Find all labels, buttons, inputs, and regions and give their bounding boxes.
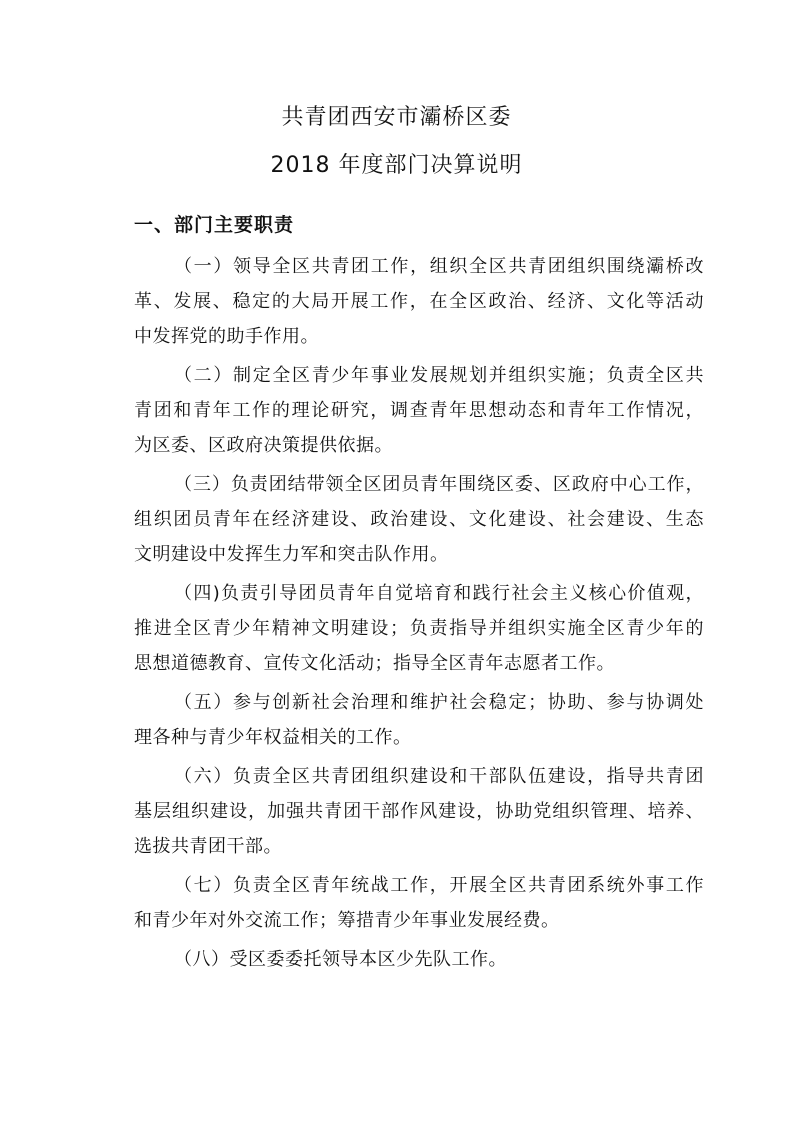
paragraph-line: 中发挥党的助手作用。 (134, 326, 319, 347)
paragraph-line: 和青少年对外交流工作；筹措青少年事业发展经费。 (134, 910, 560, 931)
paragraph-line: （一）领导全区共青团工作，组织全区共青团组织围绕灞桥改 (174, 256, 704, 277)
paragraph-line: 思想道德教育、宣传文化活动；指导全区青年志愿者工作。 (134, 653, 615, 674)
document-subtitle: 2018 年度部门决算说明 (270, 153, 523, 178)
paragraph-line: 组织团员青年在经济建设、政治建设、文化建设、社会建设、生态 (134, 509, 704, 530)
paragraph-line: 为区委、区政府决策提供依据。 (134, 435, 393, 456)
paragraph-line: （三）负责团结带领全区团员青年围绕区委、区政府中心工作， (174, 474, 704, 495)
paragraph-line: （六）负责全区共青团组织建设和干部队伍建设，指导共青团 (174, 766, 704, 787)
paragraph-line: 选拔共青团干部。 (134, 836, 282, 857)
paragraph-line: （七）负责全区青年统战工作，开展全区共青团系统外事工作 (174, 875, 704, 896)
paragraph-line: 理各种与青少年权益相关的工作。 (134, 727, 412, 748)
paragraph-4 (94, 576, 704, 681)
document-body (94, 205, 704, 981)
paragraph-line: 文明建设中发挥生力军和突击队作用。 (134, 544, 449, 565)
section-heading: 一、部门主要职责 (134, 214, 295, 236)
paragraph-8 (94, 942, 704, 977)
paragraph-line: （五）参与创新社会治理和维护社会稳定；协助、参与协调处 (174, 692, 704, 713)
paragraph-3 (94, 467, 704, 572)
paragraph-6 (94, 759, 704, 864)
paragraph-line: （二）制定全区青少年事业发展规划并组织实施；负责全区共 (174, 365, 704, 386)
paragraph-line: （八）受区委委托领导本区少先队工作。 (174, 949, 507, 970)
paragraph-line: 推进全区青少年精神文明建设；负责指导并组织实施全区青少年的 (134, 618, 704, 639)
paragraph-line: 青团和青年工作的理论研究，调查青年思想动态和青年工作情况， (134, 400, 704, 421)
paragraph-line: （四)负责引导团员青年自觉培育和践行社会主义核心价值观， (174, 583, 704, 604)
paragraph-2 (94, 358, 704, 463)
document-title: 共青团西安市灞桥区委 (281, 105, 512, 130)
paragraph-1 (94, 249, 704, 354)
title-block (0, 94, 793, 190)
paragraph-line: 革、发展、稳定的大局开展工作，在全区政治、经济、文化等活动 (134, 291, 704, 312)
paragraph-7 (94, 868, 704, 938)
paragraph-5 (94, 685, 704, 755)
paragraph-line: 基层组织建设，加强共青团干部作风建设，协助党组织管理、培养、 (134, 801, 704, 822)
